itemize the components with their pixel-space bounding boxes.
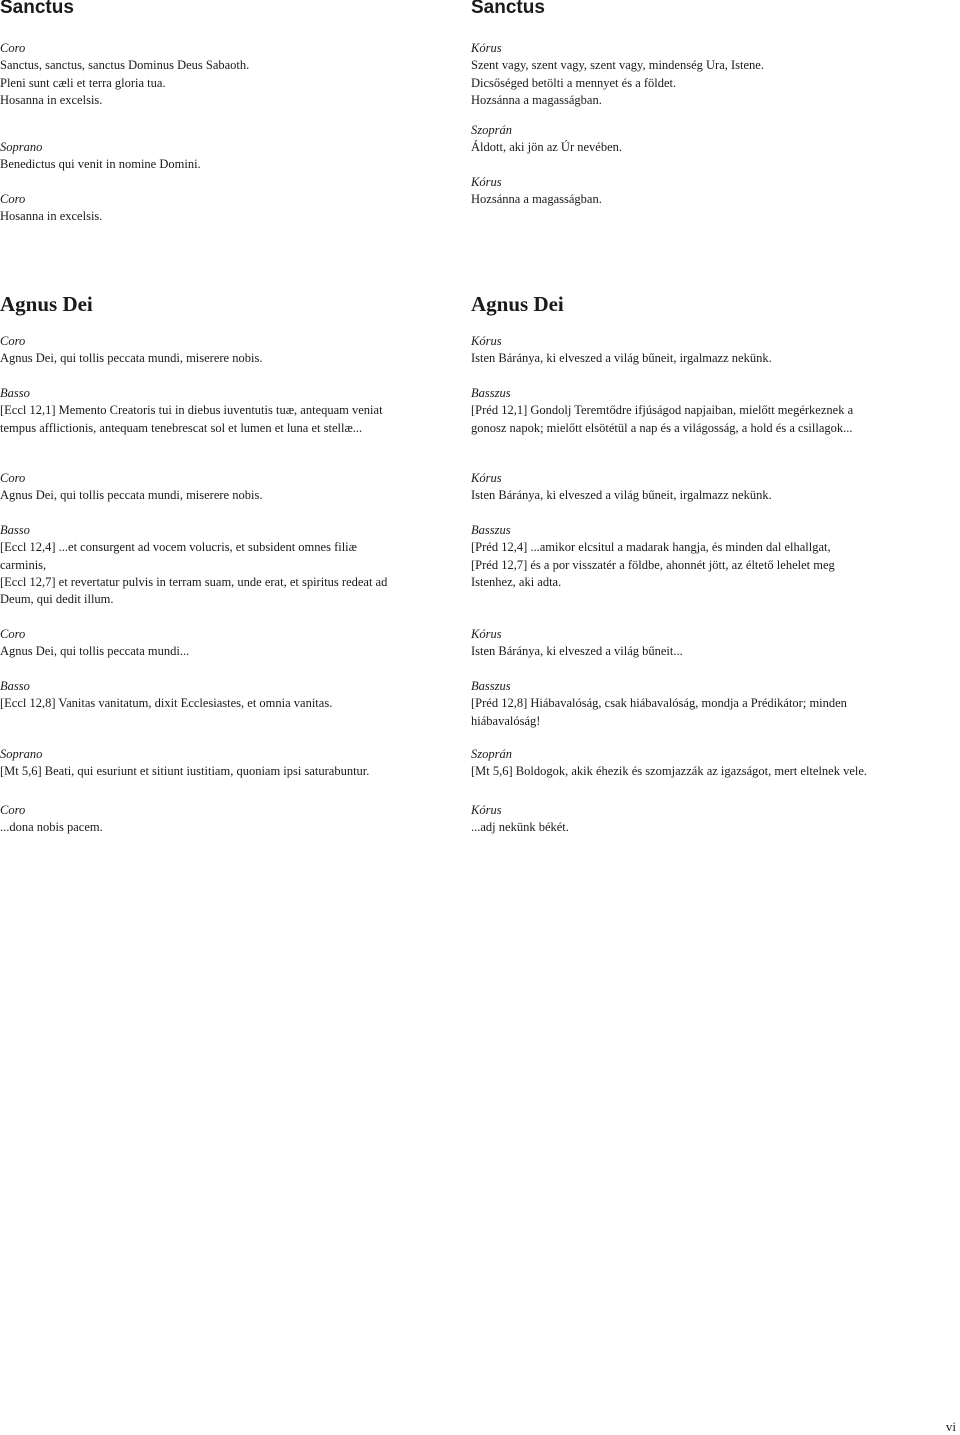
verse-line: [Eccl 12,8] Vanitas vanitatum, dixit Ecclesiastes, et omnia vanitas. — [0, 696, 333, 711]
verse-line: Sanctus, sanctus, sanctus Dominus Deus Sabaoth. — [0, 58, 250, 73]
verse-block — [0, 470, 470, 505]
verse-block — [471, 522, 957, 591]
voice-label: Basszus — [471, 386, 511, 400]
voice-label: Kórus — [471, 471, 502, 485]
verse-line: carminis, — [0, 557, 47, 572]
page-number: vi — [945, 1419, 956, 1434]
verse-line: Agnus Dei, qui tollis peccata mundi, miserere nobis. — [0, 488, 263, 503]
voice-label: Soprano — [0, 140, 43, 154]
verse-line: hiábavalóság! — [471, 713, 541, 728]
verse-line: [Eccl 12,7] et revertatur pulvis in terram suam, unde erat, et spiritus redeat ad — [0, 574, 388, 589]
verse-line: Isten Báránya, ki elveszed a világ bűneit... — [471, 644, 683, 659]
agnus-title: Agnus Dei — [0, 292, 93, 316]
verse-line: Isten Báránya, ki elveszed a világ bűneit, irgalmazz nekünk. — [471, 351, 772, 366]
verse-block — [0, 522, 470, 608]
verse-line: Istenhez, aki adta. — [471, 574, 562, 589]
verse-line: [Préd 12,7] és a por visszatér a földbe, ahonnét jött, az éltető lehelet meg — [471, 557, 835, 572]
verse-line: Isten Báránya, ki elveszed a világ bűneit, irgalmazz nekünk. — [471, 488, 772, 503]
verse-line: [Préd 12,4] ...amikor elcsitul a madarak hangja, és minden dal elhallgat, — [471, 540, 831, 555]
verse-block — [471, 333, 957, 368]
verse-block — [0, 626, 470, 661]
verse-block — [0, 746, 470, 781]
voice-label: Coro — [0, 627, 26, 641]
verse-block — [471, 470, 957, 505]
verse-line: [Eccl 12,1] Memento Creatoris tui in diebus iuventutis tuæ, antequam veniat — [0, 403, 383, 418]
verse-line: [Mt 5,6] Boldogok, akik éhezik és szomjazzák az igazságot, mert eltelnek vele. — [471, 764, 868, 779]
verse-line: Áldott, aki jön az Úr nevében. — [471, 140, 622, 155]
verse-block — [471, 40, 957, 109]
verse-line: Agnus Dei, qui tollis peccata mundi... — [0, 644, 190, 659]
voice-label: Basszus — [471, 679, 511, 693]
verse-line: gonosz napok; mielőtt elsötétül a nap és a világosság, a hold és a csillagok... — [471, 420, 853, 435]
verse-line: [Mt 5,6] Beati, qui esuriunt et sitiunt iustitiam, quoniam ipsi saturabuntur. — [0, 764, 370, 779]
voice-label: Basszus — [471, 523, 511, 537]
voice-label: Soprano — [0, 747, 43, 761]
verse-block — [471, 122, 957, 157]
sanctus-title: Sanctus — [0, 0, 74, 18]
verse-block — [0, 678, 470, 713]
verse-line: Pleni sunt cæli et terra gloria tua. — [0, 75, 166, 90]
verse-block — [0, 139, 470, 174]
voice-label: Szoprán — [471, 123, 512, 137]
voice-label: Basso — [0, 386, 30, 400]
verse-line: tempus afflictionis, antequam tenebrescat sol et lumen et luna et stellæ... — [0, 420, 363, 435]
verse-line: ...dona nobis pacem. — [0, 820, 103, 835]
verse-line: Dicsőséged betölti a mennyet és a földet. — [471, 75, 677, 90]
voice-label: Kórus — [471, 803, 502, 817]
voice-label: Coro — [0, 192, 26, 206]
voice-label: Kórus — [471, 334, 502, 348]
verse-block — [0, 385, 470, 437]
voice-label: Basso — [0, 523, 30, 537]
verse-line: Benedictus qui venit in nomine Domini. — [0, 157, 201, 172]
verse-block — [0, 40, 470, 109]
verse-line: [Préd 12,1] Gondolj Teremtődre ifjúságod napjaiban, mielőtt megérkeznek a — [471, 403, 854, 418]
voice-label: Coro — [0, 334, 26, 348]
voice-label: Coro — [0, 41, 26, 55]
voice-label: Kórus — [471, 175, 502, 189]
verse-block — [471, 746, 957, 781]
verse-line: Agnus Dei, qui tollis peccata mundi, miserere nobis. — [0, 351, 263, 366]
verse-line: Hosanna in excelsis. — [0, 92, 103, 107]
voice-label: Szoprán — [471, 747, 512, 761]
verse-block — [471, 802, 957, 837]
verse-block — [0, 802, 470, 837]
verse-line: [Préd 12,8] Hiábavalóság, csak hiábavalóság, mondja a Prédikátor; minden — [471, 696, 847, 711]
verse-line: Hozsánna a magasságban. — [471, 92, 602, 107]
verse-line: Hosanna in excelsis. — [0, 209, 103, 224]
verse-block — [0, 191, 470, 226]
voice-label: Kórus — [471, 627, 502, 641]
sanctus-title: Sanctus — [471, 0, 545, 18]
voice-label: Basso — [0, 679, 30, 693]
agnus-title: Agnus Dei — [471, 292, 564, 316]
verse-line: Hozsánna a magasságban. — [471, 192, 602, 207]
voice-label: Coro — [0, 803, 26, 817]
verse-line: ...adj nekünk békét. — [471, 820, 569, 835]
verse-line: Deum, qui dedit illum. — [0, 592, 114, 607]
verse-block — [0, 333, 470, 368]
verse-line: Szent vagy, szent vagy, szent vagy, mindenség Ura, Istene. — [471, 58, 764, 73]
verse-block — [471, 626, 957, 661]
verse-line: [Eccl 12,4] ...et consurgent ad vocem volucris, et subsident omnes filiæ — [0, 540, 357, 555]
verse-block — [471, 678, 957, 730]
verse-block — [471, 174, 957, 209]
voice-label: Kórus — [471, 41, 502, 55]
verse-block — [471, 385, 957, 437]
voice-label: Coro — [0, 471, 26, 485]
